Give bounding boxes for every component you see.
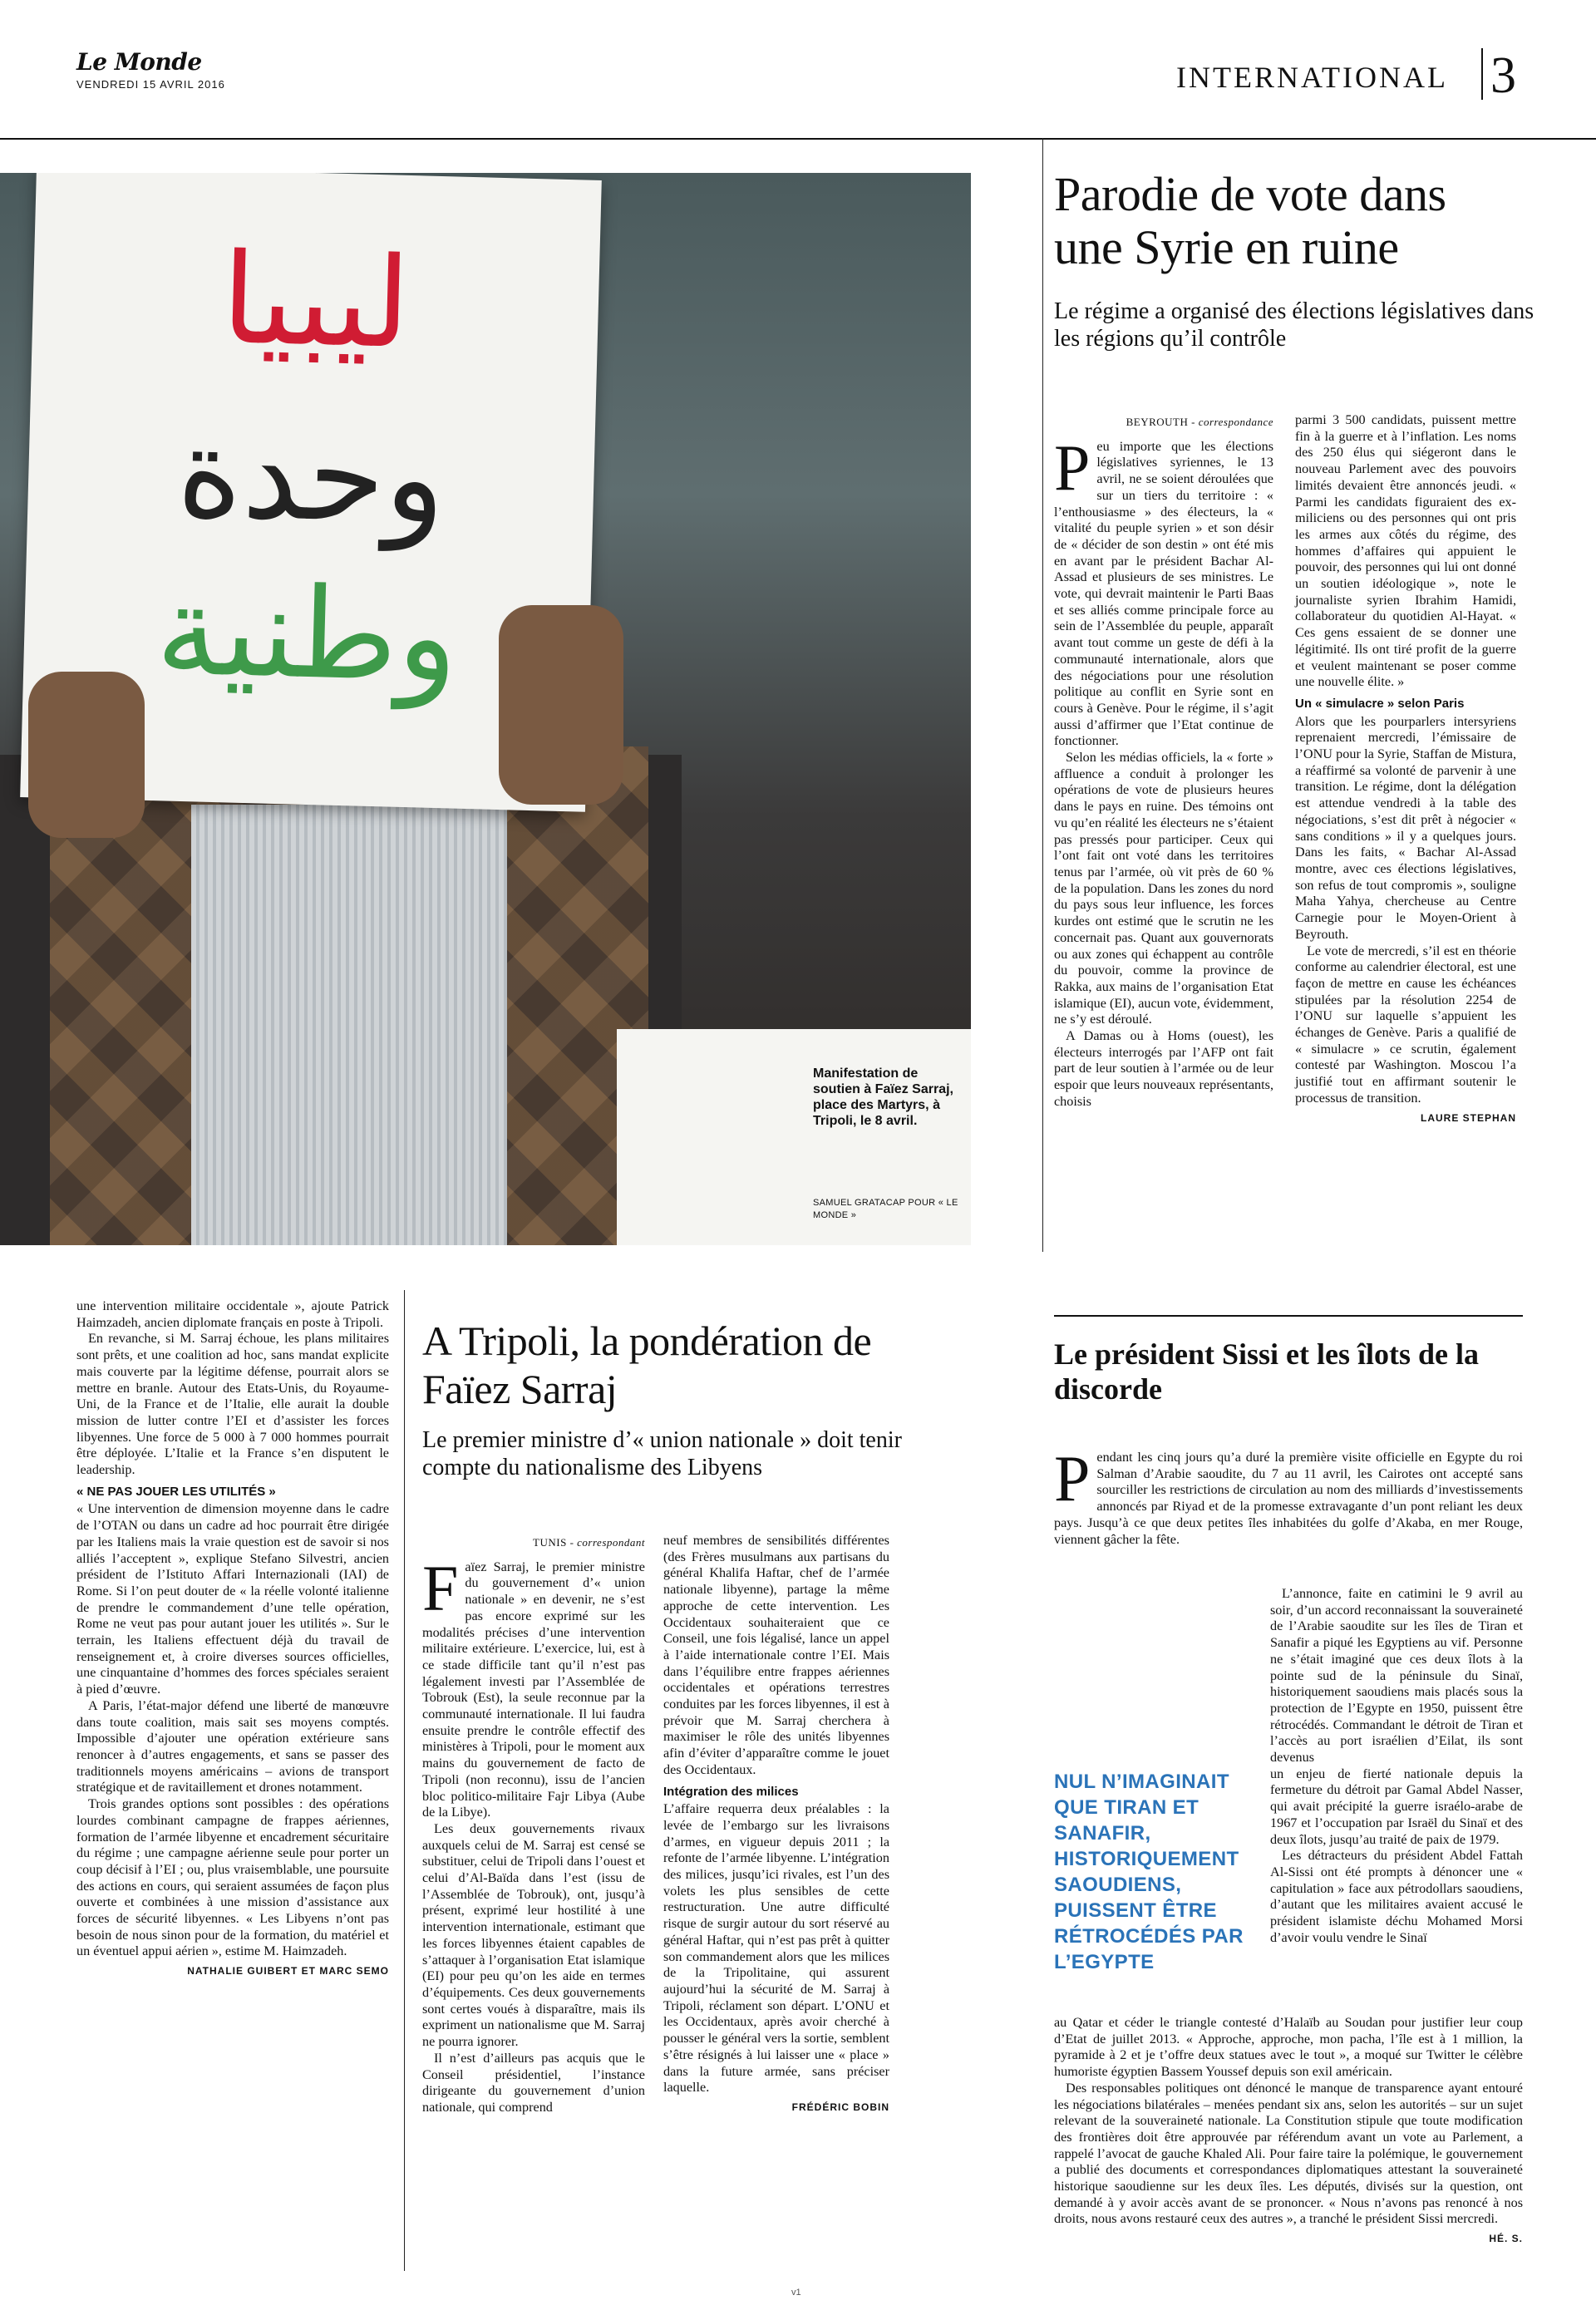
tripoli-paragraph: Les deux gouvernements rivaux auxquels celui de M. Sarraj est censé se substituer, celui de Tripoli dans l’ouest et celui d’Al-Baïda dans l’est (issu de l’Assemblée de Tobrouk), ont, jusqu’à présent, exprimé leur hostilité à une intervention internationale, estimant que les forces libyennes étaient capables de s’attaquer à l’organisation Etat islamique (EI) pour peu qu’on les aide en termes d’équipements. Ces deux gouvernements sont certes voués à disparaître, mais ils expriment un nationalisme que M. Sarraj ne pourra ignorer. — [422, 1820, 645, 2050]
photo-shirt — [191, 805, 507, 1245]
tripoli-byline-role: - correspondant — [566, 1536, 645, 1549]
tripoli-paragraph: aïez Sarraj, le premier ministre du gouvernement d’« union nationale » en devenir, ne s’est pas encore exprimé sur les modalités précises d’une intervention militaire extérieure. L’exercice, lui, est à ce stade difficile tant qu’il n’est pas légalement investi par l’Assemblée de Tobrouk (Est), la seule reconnue par la communauté internationale. Il lui faudra ensuite prendre le contrôle effectif des ministères à Tripoli, pour le moment aux mains du gouvernement de facto de Tripoli (non reconnu), issu de l’ancien bloc politico-militaire Fajr Libya (Aube de la Libye). — [422, 1559, 645, 1820]
sissi-paragraph: endant les cinq jours qu’a duré la première visite officielle en Egypte du roi Salman d’Arabie saoudite, du 7 au 11 avril, les Cairotes ont accepté sans sourciller les restrictions de circulation au nom des milliards d’investissements annoncés par Riyad et de la promesse extravagante d’un pont reliant les deux pays. Jusqu’à ce que deux petites îles inhabitées du golfe d’Akaba, en mer Rouge, viennent gâcher la fête. — [1054, 1450, 1523, 1547]
tripoli-paragraph: L’affaire requerra deux préalables : la levée de l’embargo sur les livraisons d’armes, en vigueur depuis 2011 ; la refonte de l’armée libyenne. L’intégration des milices, jusqu’ici rivales, est l’un des volets les plus sensibles de cette restructuration. Une autre difficulté risque de surgir autour du sort réservé au général Haftar, qui n’est pas prêt à quitter son commandement alors que les milices de la Tripolitaine, qui assurent aujourd’hui la sécurité de M. Sarraj à Tripoli, réclament son départ. L’ONU et les Occidentaux, après avoir cherché à pousser le général vers la sortie, semblent s’être résignés à lui laisser une « place » dans la future armée, sans préciser laquelle. — [663, 1801, 889, 2096]
sissi-top-rule — [1054, 1315, 1523, 1317]
section-title: INTERNATIONAL — [1176, 61, 1448, 94]
sissi-body-top — [1054, 1442, 1523, 1548]
tripoli-byline — [422, 1534, 645, 1551]
sissi-body-bottom — [1054, 2015, 1523, 2248]
photo-hand-right — [499, 605, 623, 805]
sissi-paragraph: Des responsables politiques ont dénoncé le manque de transparence ayant entouré les négociations bilatérales – menées pendant six ans, selon les autorités – sur un sujet relevant de la souveraineté nationale. La Constitution stipule que toute modification des frontières doit être approuvée par référendum avant un vote au Parlement, a rappelé l’avocat de gauche Khaled Ali. Pour faire taire la polémique, le gouvernement a publié des documents et correspondances diplomatiques attestant la souveraineté historique saoudienne sur les deux îles. Les députés, divisés sur la question, ont demandé à y avoir accès avant de se prononcer. « Nous n’avons pas renoncé à nos droits, nous avons restauré ceux des autres », a tranché le président Sissi mercredi. — [1054, 2080, 1523, 2227]
syria-deck: Le régime a organisé des élections législatives dans les régions qu’il contrôle — [1054, 298, 1534, 352]
syria-paragraph: Le vote de mercredi, s’il est en théorie conforme au calendrier électoral, est une façon de mettre en cause les échéances stipulées par la résolution 2254 de l’ONU sur laquelle s’appuient les échanges de Genève. Paris a qualifié de « simulacre » ce scrutin, également contesté par Washington. Moscou l’a justifié tout en affirmant soutenir le processus de transition. — [1295, 943, 1516, 1106]
page-number: 3 — [1490, 47, 1516, 104]
sissi-pull-quote: NUL N’IMAGINAIT QUE TIRAN ET SANAFIR, HISTORIQUEMENT SAOUDIENS, PUISSENT ÊTRE RÉTROCÉDÉS PAR L’EGYPTE — [1054, 1771, 1244, 1973]
sissi-body-narrow — [1270, 1586, 1523, 1946]
tripoli-deck: Le premier ministre d’« union nationale » doit tenir compte du nationalisme des Libyens — [422, 1427, 902, 1480]
syria-paragraph: parmi 3 500 candidats, puissent mettre fin à la guerre et à l’inflation. Les noms des 250 élus qui siégeront dans le nouveau Parlement avec des pouvoirs limités devaient être annoncés jeudi. « Parmi les candidats figuraient des ex-miliciens ou des personnes qui ont pris les armes aux côtés du régime, des hommes d’affaires qui appuient le pouvoir, des personnes qui lui ont donné un soutien idéologique », note le journaliste syrien Ibrahim Hamidi, collaborateur du quotidien Al-Hayat. « Ces gens essaient de se donner une légitimité. Ils ont tiré profit de la guerre et veulent maintenant se poser comme une nouvelle élite. » — [1295, 412, 1516, 690]
syria-paragraph: Selon les médias officiels, la « forte » affluence a conduit à prolonger les opérations de vote de plusieurs heures dans le pays en ruine. Des témoins ont vu qu’en réalité les électeurs ne s’étaient pas pressés pour participer. Ceux qui l’ont fait ont voté dans les territoires tenus par l’armée, où vit près de 60 % de la population. Dans les zones du nord du pays sous leur influence, les forces kurdes ont estimé que le scrutin ne les concernait pas. Quant aux gouvernorats ou aux zones qui échappent au contrôle du pouvoir, comme la province de Rakka, aux mains de l’organisation Etat islamique (EI), aucun vote, évidemment, ne s’y est déroulé. — [1054, 750, 1273, 1027]
libya-paragraph: A Paris, l’état-major défend une liberté de manœuvre dans toute coalition, mais sait ses moyens comptés. Impossible d’ajouter une opération extérieure sans renoncer à d’autres engagements, et sans se passer des traditionnels moyens américains – avions de transport stratégique et de ravitaillement et drones notamment. — [76, 1697, 389, 1795]
page-folio: v1 — [791, 2288, 801, 2298]
tripoli-byline-place: TUNIS — [533, 1536, 567, 1549]
sign-line-2: وحدة — [175, 400, 447, 553]
libya-paragraph: En revanche, si M. Sarraj échoue, les plans militaires sont prêts, et une coalition ad hoc, sans mandat explicite mais couverte par la légitime défense, pourrait alors se mettre en branle. Autour des Etats-Unis, du Royaume-Uni, de la France et de l’Italie, elle aurait la double mission de lutter contre l’EI et d’assister les forces libyennes. Une force de 5 000 à 7 000 hommes pourrait être déployée. L’Italie et la France s’en disputent le leadership. — [76, 1331, 389, 1478]
tripoli-headline: A Tripoli, la pondération de Faïez Sarraj — [422, 1318, 872, 1412]
photo-caption: Manifestation de soutien à Faïez Sarraj, place des Martyrs, à Tripoli, le 8 avril. — [813, 1066, 953, 1128]
sissi-signature: HÉ. S. — [1489, 2233, 1523, 2245]
tripoli-column-1 — [422, 1533, 645, 2116]
tripoli-column-2 — [663, 1533, 889, 2116]
syria-paragraph: Alors que les pourparlers intersyriens reprenaient mercredi, l’émissaire de l’ONU pour la Syrie, Staffan de Mistura, a réaffirmé sa volonté de parvenir à une transition. Le régime, dont la délégation est attendue vendredi à la table des négociations, s’est dit prêt à négocier « sans conditions » il y a quelques jours. Dans les faits, « Bachar Al-Assad montre, avec ces élections législatives, son refus de tout compromis », souligne Maha Yahya, chercheuse au Centre Carnegie pour le Moyen-Orient à Beyrouth. — [1295, 713, 1516, 942]
libya-paragraph: Trois grandes options sont possibles : des opérations lourdes combinant campagne de frappes aériennes, formation de l’armée libyenne et encadrement sécuritaire du régime ; une campagne aérienne seule pour porter un coup décisif à l’EI ; ou, plus vraisemblable, une poursuite des actions en cours, qui seraient assumées de façon plus ouverte et combinées à une mission d’assistance aux forces de sécurité libyennes. « Les Libyens n’ont pas besoin de nous sinon pour de la formation, du matériel et un éventuel appui aérien », estime M. Haimzadeh. — [76, 1796, 389, 1959]
libya-signature: NATHALIE GUIBERT ET MARC SEMO — [187, 1965, 389, 1978]
column-divider — [1042, 138, 1043, 1252]
syria-subhead: Un « simulacre » selon Paris — [1295, 696, 1465, 711]
syria-column-2 — [1295, 412, 1516, 1126]
syria-byline-place: BEYROUTH — [1126, 416, 1189, 428]
header-divider — [1481, 48, 1483, 100]
syria-column-1 — [1054, 412, 1273, 1111]
sign-line-1: ليبيا — [219, 227, 412, 377]
libya-paragraph: « Une intervention de dimension moyenne dans le cadre de l’OTAN ou dans un cadre ad hoc pourrait être dirigée par les Italiens mais la vraie question est de savoir si nos alliés l’acceptent », explique Stefano Silvestri, ancien président de l’Istituto Affari Internazionali (IAI) de Rome. Si l’on peut douter de « la réelle volonté italienne de prendre le commandement d’une telle opération, Rome ne veut pas pour autant jouer les utilités ». Sur le terrain, les Italiens effectuent déjà du travail de renseignement et, à croire diverses sources officielles, une cinquantaine d’hommes des forces spéciales seraient à pied d’œuvre. — [76, 1501, 389, 1697]
issue-date: VENDREDI 15 AVRIL 2016 — [76, 78, 225, 91]
libya-subhead: « NE PAS JOUER LES UTILITÉS » — [76, 1484, 276, 1499]
tripoli-paragraph: neuf membres de sensibilités différentes (des Frères musulmans aux partisans du général Khalifa Haftar, chef de l’armée nationale libyenne), partage la même approche de cette intervention. Les Occidentaux souhaiteraient que ce Conseil, une fois légalisé, lance un appel à l’aide internationale contre l’EI. Mais dans l’équilibre entre frappes aériennes occidentales et opérations terrestres conduites par les forces libyennes, il est à prévoir que M. Sarraj cherchera à maximiser le rôle des unités libyennes afin d’éviter d’apparaître comme le jouet des Occidentaux. — [663, 1533, 889, 1777]
tripoli-signature: FRÉDÉRIC BOBIN — [791, 2101, 889, 2113]
sissi-headline: Le président Sissi et les îlots de la discorde — [1054, 1337, 1479, 1406]
syria-byline — [1054, 414, 1273, 431]
sissi-paragraph: au Qatar et céder le triangle contesté d’Halaïb au Soudan pour justifier leur coup d’Etat de juillet 2013. « Approche, approche, mon pacha, l’île est à 1 million, la pyramide à 2 et je t’offre deux statues avec le tout », a moqué sur Twitter le célèbre humoriste égyptien Bassem Youssef depuis son exil américain. — [1054, 2015, 1523, 2080]
sissi-drop-cap: P — [1054, 1442, 1091, 1515]
syria-drop-cap: P — [1054, 431, 1091, 504]
photo-hand-left — [28, 672, 145, 838]
tripoli-paragraph: Il n’est d’ailleurs pas acquis que le Conseil présidentiel, l’instance dirigeante du gouvernement d’union nationale, qui comprend — [422, 2050, 645, 2115]
sissi-paragraph: Les détracteurs du président Abdel Fattah Al-Sissi ont été prompts à dénoncer une « capitulation » face aux pétrodollars saoudiens, d’autant que les militaires avaient accusé le président islamiste déchu Mohamed Morsi d’avoir voulu vendre le Sinaï — [1270, 1848, 1523, 1945]
sign-line-3: وطنية — [154, 558, 461, 711]
syria-paragraph: A Damas ou à Homs (ouest), les électeurs interrogés par l’AFP ont fait part de leur soutien à l’armée ou de leur espoir que leurs nouveaux représentants, choisis — [1054, 1028, 1273, 1109]
syria-byline-role: - correspondance — [1188, 416, 1273, 428]
sissi-paragraph: un enjeu de fierté nationale depuis la fermeture du détroit par Gamal Abdel Nasser, qui avait précipité la guerre israélo-arabe de 1967 et l’occupation par Israël du Sinaï et des deux îlots, jusqu’au traité de paix de 1979. — [1270, 1766, 1523, 1847]
newspaper-logo: Le Monde — [76, 48, 202, 76]
libya-paragraph: une intervention militaire occidentale », ajoute Patrick Haimzadeh, ancien diplomate français en poste à Tripoli. — [76, 1298, 389, 1330]
tripoli-subhead: Intégration des milices — [663, 1784, 799, 1799]
sissi-paragraph: L’annonce, faite en catimini le 9 avril au soir, d’un accord reconnaissant la souveraineté de l’Arabie saoudite sur les îles de Tiran et Sanafir a piqué les Egyptiens au vif. Personne ne s’était imaginé que ces deux îlots à la pointe sud de la péninsule du Sinaï, historiquement saoudiens mais placés sous la protection de l’Egypte en 1950, puissent être rétrocédés. Commandant le détroit de Tiran et l’accès au port israélien d’Eilat, ils sont devenus — [1270, 1586, 1523, 1766]
syria-signature: LAURE STEPHAN — [1420, 1111, 1516, 1124]
syria-headline: Parodie de vote dans une Syrie en ruine — [1054, 167, 1446, 274]
tripoli-drop-cap: F — [422, 1551, 459, 1624]
column-divider — [404, 1290, 405, 2271]
photo-credit: SAMUEL GRATACAP POUR « LE MONDE » — [813, 1198, 958, 1220]
syria-paragraph: eu importe que les élections législatives syriennes, le 13 avril, ne se soient déroulées que sur un tiers du territoire : « l’enthousiasme » des électeurs, la « vitalité du peuple syrien » et son désir de « décider de son destin » ont été mis en avant par le président Bachar Al-Assad et plusieurs de ses ministres. Le vote, qui devrait maintenir le Parti Baas et ses alliés comme principale force au sein de l’Assemblée du peuple, apparaît avant tout comme un geste de défi à la communauté internationale, alors que des négociations pour une résolution politique au conflit en Syrie sont en cours à Genève. Pour le régime, il s’agit aussi d’affirmer que l’Etat continue de fonctionner. — [1054, 438, 1273, 749]
libya-continuation-column — [76, 1298, 389, 1980]
header-rule — [0, 138, 1596, 140]
